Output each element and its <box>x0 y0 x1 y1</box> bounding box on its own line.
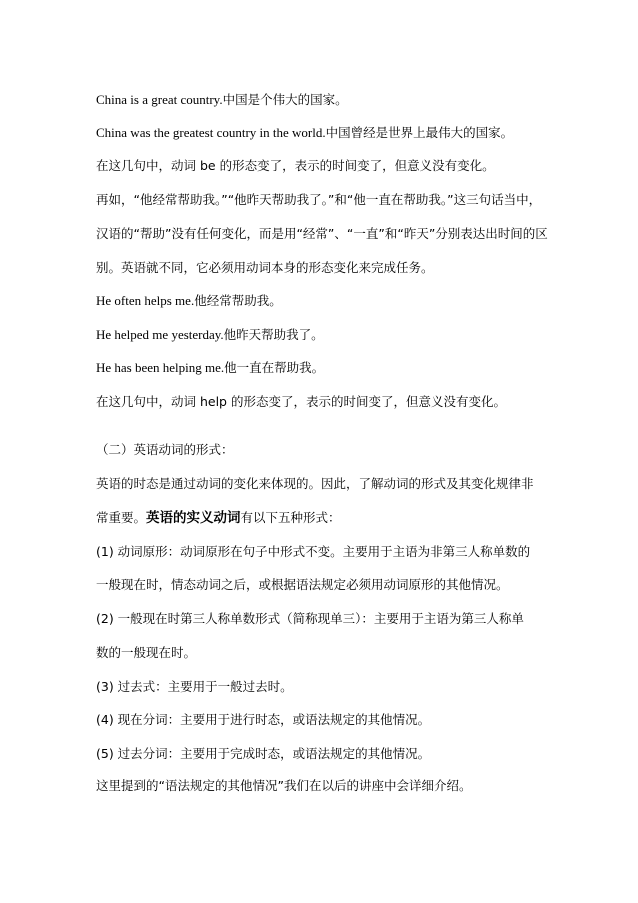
english-text: He has been helping me. <box>96 360 225 375</box>
paragraph-line: 在这几句中，动词 help 的形态变了，表示的时间变了，但意义没有变化。 <box>96 394 506 409</box>
sentence-example-line <box>96 327 324 343</box>
plain-text: 常重要。 <box>96 510 147 525</box>
list-item-line: (3) 过去式：主要用于一般过去时。 <box>96 679 293 694</box>
sentence-example-line <box>96 293 282 309</box>
chinese-text: 他一直在帮助我。 <box>224 360 325 375</box>
english-text: He often helps me. <box>96 293 195 308</box>
paragraph-line: 这里提到的“语法规定的其他情况”我们在以后的讲座中会详细介绍。 <box>96 778 472 793</box>
bold-term: 英语的实义动词 <box>146 510 241 526</box>
plain-text: 有以下五种形式： <box>240 510 341 525</box>
list-item-line: (4) 现在分词：主要用于进行时态，或语法规定的其他情况。 <box>96 712 431 727</box>
english-text: China is a great country. <box>96 92 223 107</box>
sentence-example-line <box>96 92 348 108</box>
list-item-line: 一般现在时，情态动词之后，或根据语法规定必须用动词原形的其他情况。 <box>96 577 509 592</box>
sentence-example-line <box>96 360 324 376</box>
paragraph-line: 别。英语就不同，它必须用动词本身的形态变化来完成任务。 <box>96 260 434 275</box>
sentence-example-line <box>96 125 513 141</box>
list-item-line: (2) 一般现在时第三人称单数形式（简称现单三）：主要用于主语为第三人称单 <box>96 611 524 626</box>
chinese-text: 中国是个伟大的国家。 <box>222 92 348 107</box>
chinese-text: 他经常帮助我。 <box>194 293 282 308</box>
paragraph-line <box>96 510 341 526</box>
english-text: China was the greatest country in the world. <box>96 125 326 140</box>
list-item-line: 数的一般现在时。 <box>96 645 197 660</box>
chinese-text: 他昨天帮助我了。 <box>223 327 324 342</box>
paragraph-line: 在这几句中，动词 be 的形态变了，表示的时间变了，但意义没有变化。 <box>96 158 495 173</box>
list-item-line: (5) 过去分词：主要用于完成时态，或语法规定的其他情况。 <box>96 746 431 761</box>
list-item-line: (1) 动词原形：动词原形在句子中形式不变。主要用于主语为非第三人称单数的 <box>96 544 531 559</box>
paragraph-line: 英语的时态是通过动词的变化来体现的。因此，了解动词的形式及其变化规律非 <box>96 476 534 491</box>
paragraph-line: 再如，“他经常帮助我。”“他昨天帮助我了。”和“他一直在帮助我。”这三句话当中， <box>96 192 542 207</box>
section-heading: （二）英语动词的形式： <box>96 442 234 457</box>
english-text: He helped me yesterday. <box>96 327 224 342</box>
chinese-text: 中国曾经是世界上最伟大的国家。 <box>325 125 514 140</box>
paragraph-line: 汉语的“帮助”没有任何变化，而是用“经常”、“一直”和“昨天”分别表达出时间的区 <box>96 226 548 241</box>
